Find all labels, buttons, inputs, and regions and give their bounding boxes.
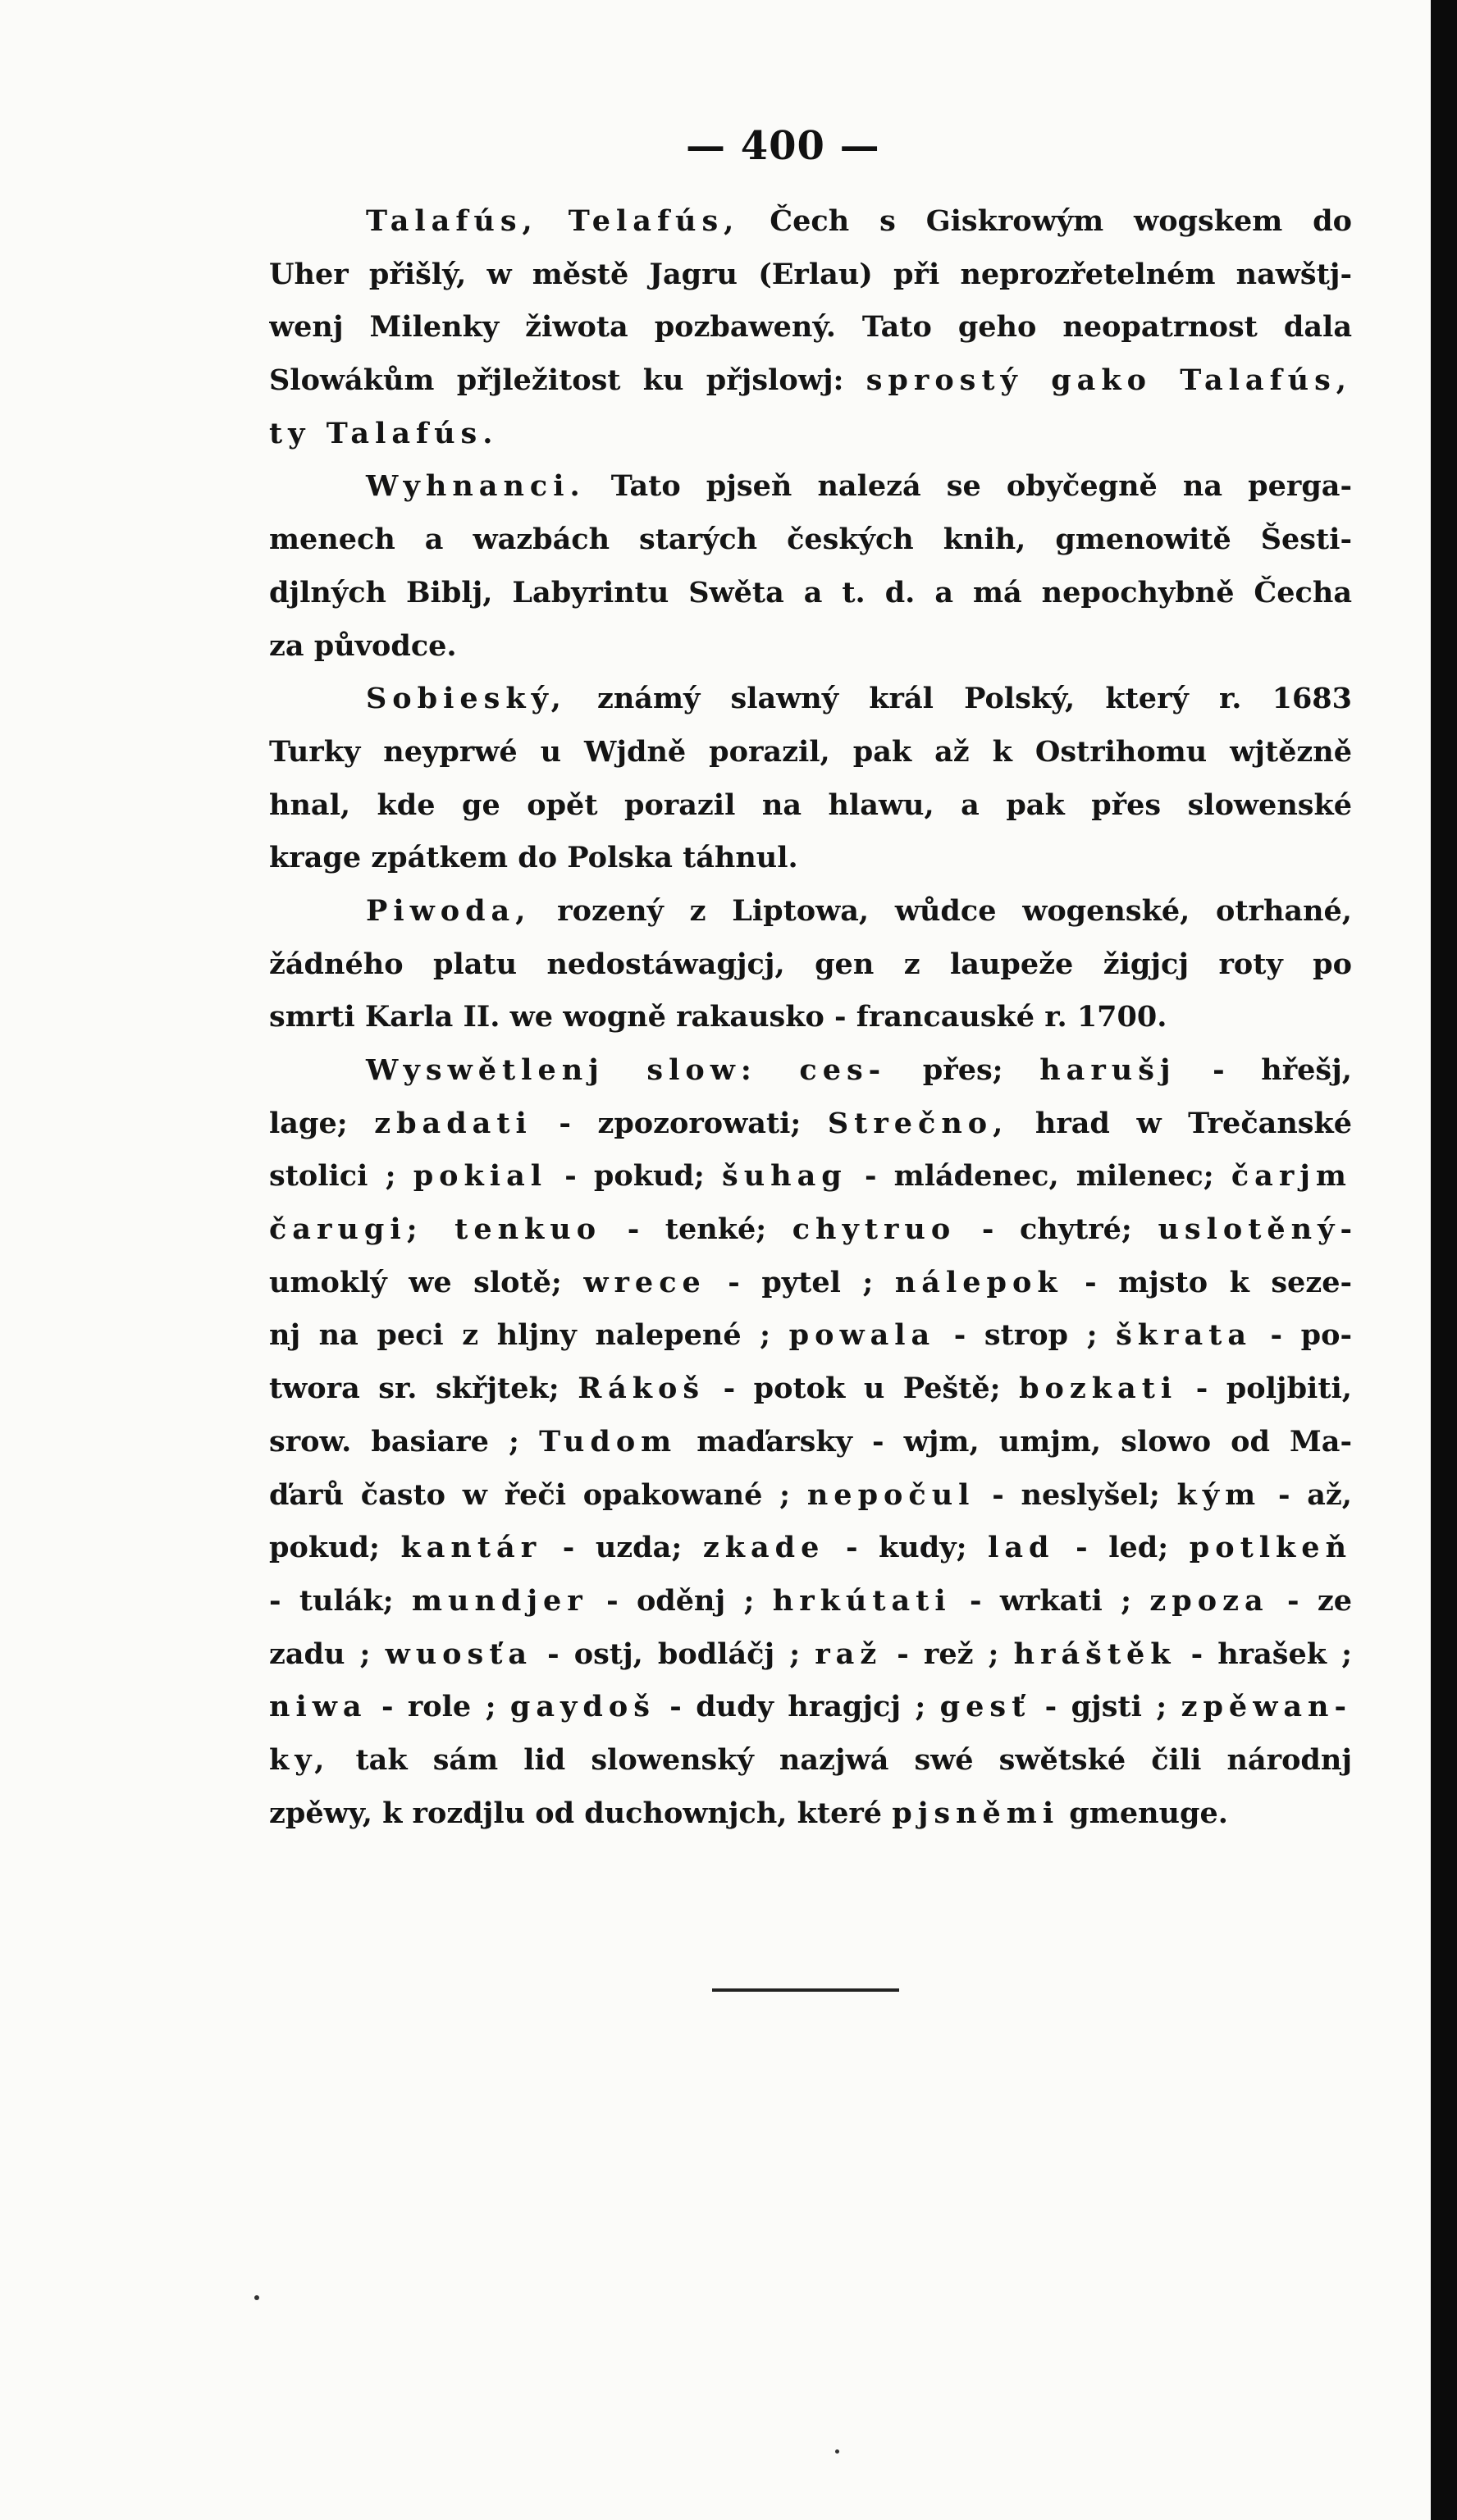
text-run: srow. basiare ; [269, 1424, 540, 1459]
text-run: wenj Milenky žiwota pozbawený. Tato geho neopatrnost dala [269, 310, 1352, 345]
text-run: Turky neyprwé u Wjdně porazil, pak až k Ostrihomu wjtězně [269, 734, 1352, 769]
text-run: - mjsto k seze- [1062, 1265, 1352, 1299]
line-piwoda-3 [269, 991, 1352, 1044]
text-run: - potok u Peště; [705, 1372, 1020, 1406]
text-run: twora sr. skřjtek; [269, 1372, 578, 1406]
spaced-term: zpěwan- [1181, 1690, 1352, 1724]
text-run: - hrašek ; [1176, 1637, 1352, 1671]
line-talafus-3 [269, 301, 1352, 354]
spaced-term: bozkati [1019, 1372, 1178, 1406]
line-talafus-4 [269, 354, 1352, 408]
spaced-term: hrkútati [772, 1583, 952, 1618]
line-wyhnanci-1 [269, 460, 1352, 514]
text-run: Uher přišlý, w městě Jagru (Erlau) při neprozřetelném nawštj- [269, 257, 1352, 291]
spaced-term: chytruo [792, 1212, 957, 1247]
text-run: stolici ; [269, 1159, 413, 1194]
line-glossary-2 [269, 1098, 1352, 1151]
ink-speck [835, 2449, 839, 2454]
text-run: smrti Karla II. we wogně rakausko - francauské r. 1700. [269, 1000, 1167, 1034]
text-run: djlných Biblj, Labyrintu Swěta a t. d. a má nepochybně Čecha [269, 575, 1352, 609]
line-piwoda-1 [269, 885, 1352, 938]
line-glossary-7 [269, 1363, 1352, 1416]
line-sobiesky-3 [269, 779, 1352, 833]
line-glossary-10 [269, 1522, 1352, 1575]
text-run: krage zpátkem do Polska táhnul. [269, 841, 798, 875]
text-run: - pytel ; [706, 1265, 895, 1299]
text-run: hrad w Trečanské [1008, 1106, 1352, 1140]
line-glossary-3 [269, 1150, 1352, 1203]
end-rule [712, 1988, 899, 1992]
spaced-term: raž [815, 1637, 883, 1671]
text-run: - tulák; [269, 1583, 412, 1618]
line-wyhnanci-4 [269, 620, 1352, 673]
text-run: žádného platu nedostáwagjcj, gen z laupeže žigjcj roty po [269, 947, 1352, 981]
spaced-term: nepočul [806, 1477, 975, 1512]
text-run: hnal, kde ge opět porazil na hlawu, a pak přes slowenské [269, 788, 1352, 822]
text-run: - po- [1252, 1318, 1352, 1353]
spaced-term: Strečno, [827, 1106, 1009, 1140]
text-run: ďarů často w řeči opakowané ; [269, 1477, 807, 1512]
spaced-term: čarugi; tenkuo [269, 1212, 602, 1247]
line-piwoda-2 [269, 938, 1352, 992]
text-run: - dudy hragjcj ; [655, 1690, 940, 1724]
spaced-term: Wyswětlenj slow: ces- [366, 1053, 887, 1087]
text-run: - tenké; [601, 1212, 792, 1247]
line-glossary-6 [269, 1309, 1352, 1363]
line-wyhnanci-3 [269, 567, 1352, 620]
spaced-term: šuhag [722, 1159, 847, 1194]
spaced-term: nálepok [894, 1265, 1063, 1299]
spaced-term: kým [1176, 1477, 1262, 1512]
line-sobiesky-1 [269, 673, 1352, 726]
line-glossary-5 [269, 1257, 1352, 1310]
text-run: menech a wazbách starých českých knih, gmenowitě Šesti- [269, 523, 1352, 557]
line-wyhnanci-2 [269, 514, 1352, 567]
spaced-term: pokial [413, 1159, 548, 1194]
line-glossary-14 [269, 1734, 1352, 1787]
text-run: - ostj, bodláčj ; [532, 1637, 815, 1671]
spaced-term: mundjer [411, 1583, 588, 1618]
spaced-term: škrata [1116, 1318, 1252, 1353]
line-glossary-12 [269, 1628, 1352, 1682]
line-glossary-13 [269, 1681, 1352, 1734]
body-text [269, 195, 1352, 1840]
line-glossary-11 [269, 1575, 1352, 1628]
spaced-term: Rákoš [578, 1372, 706, 1406]
spaced-term: sprostý gako Talafús, [866, 363, 1352, 398]
line-glossary-8 [269, 1416, 1352, 1469]
spaced-term: Piwoda, [366, 893, 532, 928]
spaced-term: powala [788, 1318, 936, 1353]
text-run: - led; [1054, 1531, 1190, 1565]
text-run: - ze [1268, 1583, 1352, 1618]
text-run: - uzda; [541, 1531, 703, 1565]
text-run: Tato pjseň nalezá se obyčegně na perga- [585, 469, 1352, 504]
spaced-term: kantár [400, 1531, 542, 1565]
text-run: - kudy; [824, 1531, 989, 1565]
spaced-term: gaydoš [509, 1690, 655, 1724]
text-run: - neslyšel; [975, 1477, 1177, 1512]
spaced-term: Wyhnanci. [366, 469, 586, 504]
text-run: za původce. [269, 628, 457, 663]
text-run: rozený z Liptowa, wůdce wogenské, otrhané, [531, 893, 1352, 928]
line-talafus-1 [269, 195, 1352, 249]
line-sobiesky-4 [269, 832, 1352, 885]
text-run: zadu ; [269, 1637, 386, 1671]
line-glossary-9 [269, 1469, 1352, 1522]
scan-edge [1431, 0, 1457, 2520]
spaced-term: wuosťa [385, 1637, 533, 1671]
text-run: - hřešj, [1176, 1053, 1352, 1087]
text-run: - zpozorowati; [532, 1106, 828, 1140]
spaced-term: harušj [1039, 1053, 1176, 1087]
spaced-term: potlkeň [1189, 1531, 1352, 1565]
spaced-term: Talafús, [366, 204, 538, 238]
spaced-term: zpoza [1149, 1583, 1269, 1618]
text-run: tak sám lid slowenský nazjwá swé swětské čili národnj [330, 1742, 1352, 1777]
spaced-term: zkade [702, 1531, 825, 1565]
text-run: - rež ; [882, 1637, 1014, 1671]
text-run: - wrkati ; [951, 1583, 1150, 1618]
text-run: pokud; [269, 1531, 401, 1565]
spaced-term: čarjm [1231, 1159, 1352, 1194]
text-run: maďarsky - wjm, umjm, slowo od Ma- [677, 1424, 1352, 1459]
spaced-term: ky, [269, 1742, 331, 1777]
text-run: - oděnj ; [587, 1583, 773, 1618]
text-run: - gjsti ; [1030, 1690, 1181, 1724]
ink-speck [254, 2295, 259, 2300]
text-run: gmenuge. [1059, 1796, 1228, 1830]
text-run: - strop ; [935, 1318, 1117, 1353]
line-talafus-5 [269, 408, 1352, 461]
text-run: - pokud; [547, 1159, 723, 1194]
text-run: umoklý we slotě; [269, 1265, 584, 1299]
spaced-term: ty Talafús. [269, 416, 499, 450]
line-talafus-2 [269, 249, 1352, 302]
text-run: nj na peci z hljny nalepené ; [269, 1318, 789, 1353]
text-run: - až, [1261, 1477, 1352, 1512]
text-run: lage; [269, 1106, 375, 1140]
text-run: přes; [886, 1053, 1040, 1087]
spaced-term: hráštěk [1013, 1637, 1176, 1671]
spaced-term: wrece [583, 1265, 706, 1299]
spaced-term: zbadati [374, 1106, 532, 1140]
text-run: - mládenec, milenec; [847, 1159, 1231, 1194]
spaced-term: pjsněmi [892, 1796, 1060, 1830]
line-glossary-15 [269, 1787, 1352, 1841]
text-run: Slowákům přjležitost ku přjslowj: [269, 363, 866, 398]
text-run: - poljbiti, [1177, 1372, 1352, 1406]
spaced-term: gesť [939, 1690, 1031, 1724]
spaced-term: lad [988, 1531, 1055, 1565]
line-glossary-1 [269, 1044, 1352, 1098]
text-run: známý slawný král Polský, který r. 1683 [566, 682, 1352, 716]
text-run: - [1340, 1212, 1352, 1247]
text-run: - role ; [367, 1690, 510, 1724]
spaced-term: uslotěný [1158, 1212, 1341, 1247]
spaced-term: Tudom [539, 1424, 678, 1459]
text-run: Čech s Giskrowým wogskem do [739, 204, 1352, 238]
line-sobiesky-2 [269, 726, 1352, 779]
text-run: - chytré; [956, 1212, 1158, 1247]
page-number: — 400 — [686, 123, 880, 169]
spaced-term: Sobieský, [366, 682, 567, 716]
line-glossary-4 [269, 1203, 1352, 1257]
spaced-term: niwa [269, 1690, 368, 1724]
text-run [538, 204, 569, 238]
spaced-term: Telafús, [568, 204, 740, 238]
text-run: zpěwy, k rozdjlu od duchownjch, které [269, 1796, 893, 1830]
